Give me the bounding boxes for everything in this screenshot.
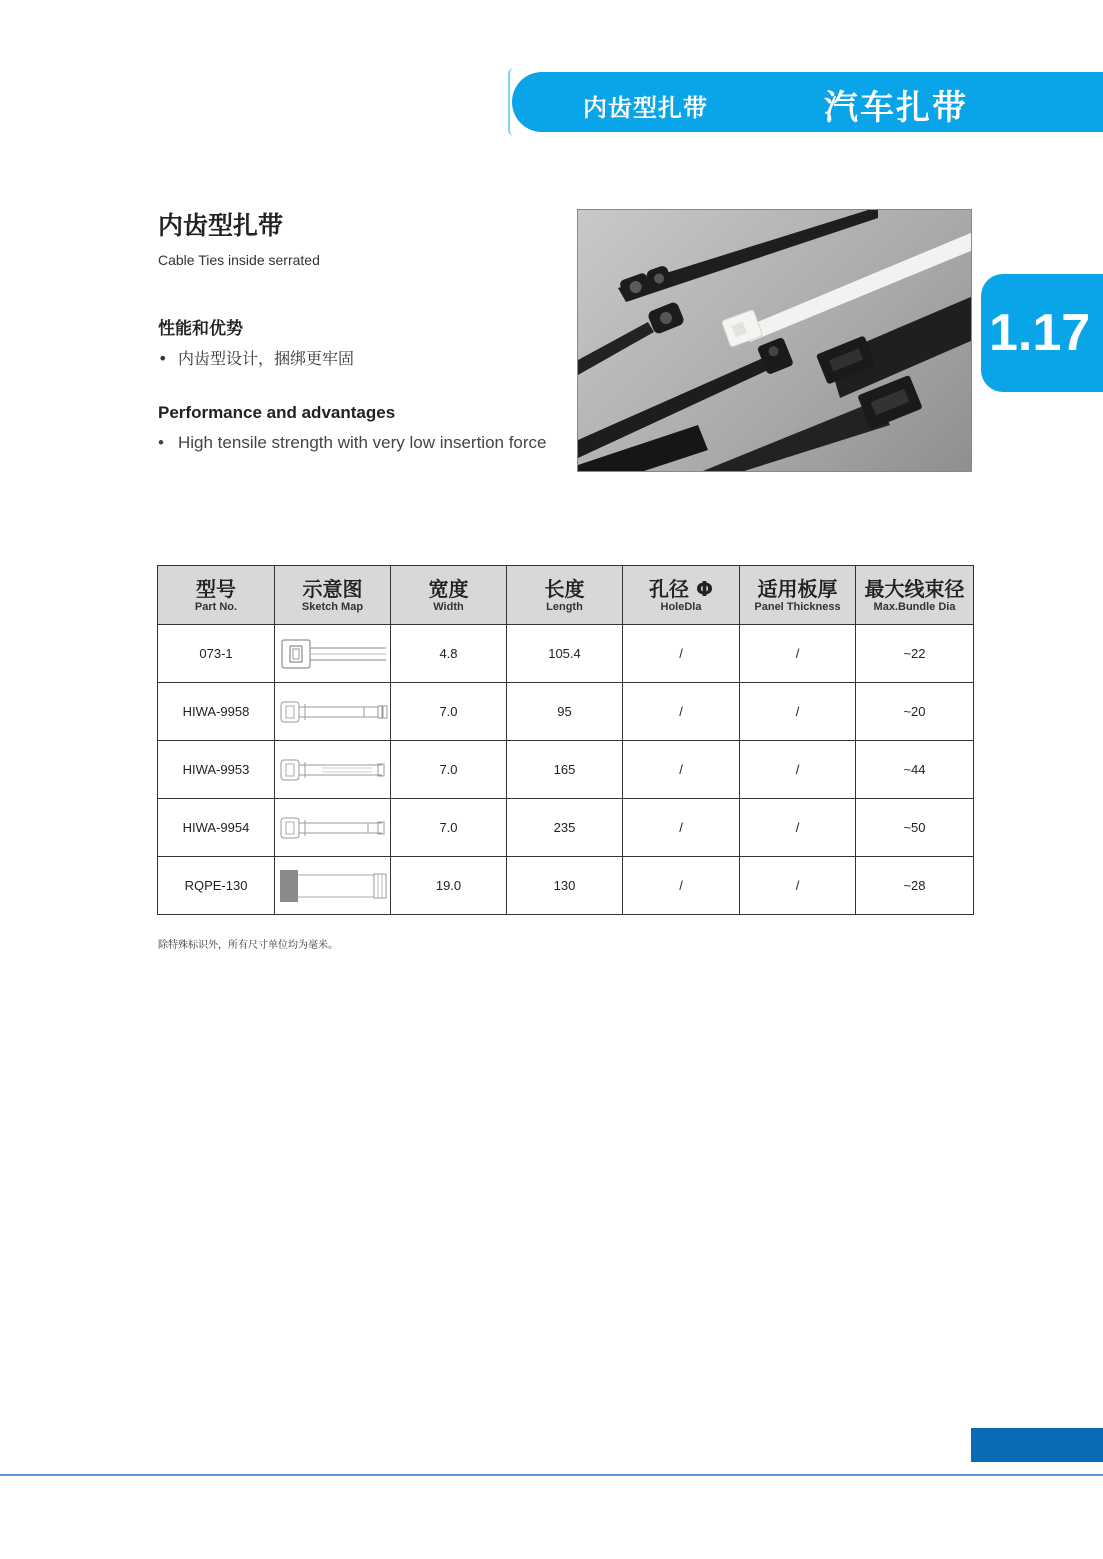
cell-width: 4.8	[391, 625, 507, 683]
table-row	[158, 683, 974, 741]
cell-sketch	[275, 741, 391, 799]
cell-panel-thickness: /	[740, 683, 856, 741]
cell-part-no: HIWA-9953	[158, 741, 275, 799]
table-row	[158, 741, 974, 799]
performance-item-en	[158, 433, 547, 453]
column-header-width: 宽度 Width	[391, 566, 507, 625]
cell-part-no: HIWA-9958	[158, 683, 275, 741]
cell-length: 165	[507, 741, 623, 799]
spec-table	[157, 565, 974, 915]
cell-hole-dia: /	[623, 625, 740, 683]
column-header-panel-thickness: 适用板厚 Panel Thickness	[740, 566, 856, 625]
product-title-en: Cable Ties inside serrated	[158, 252, 320, 268]
performance-heading-en: Performance and advantages	[158, 403, 396, 422]
cell-hole-dia: /	[623, 683, 740, 741]
header-subtitle: 内齿型扎带	[583, 94, 708, 122]
table-row	[158, 625, 974, 683]
units-note: 除特殊标识外，所有尺寸单位均为毫米。	[158, 940, 338, 951]
bullet: •	[158, 433, 164, 452]
sketch-hiwa-9958-icon	[278, 694, 388, 730]
performance-item-zh-text: 内齿型设计，捆绑更牢固	[178, 349, 355, 368]
cell-part-no: 073-1	[158, 625, 275, 683]
sketch-073-1-icon	[278, 636, 388, 672]
cell-max-bundle-dia: ~28	[856, 857, 974, 915]
cell-sketch	[275, 625, 391, 683]
table-row	[158, 857, 974, 915]
cell-max-bundle-dia: ~22	[856, 625, 974, 683]
footer-block	[971, 1428, 1103, 1462]
header-title: 汽车扎带	[824, 88, 968, 128]
cell-part-no: RQPE-130	[158, 857, 275, 915]
performance-item-en-text: High tensile strength with very low insertion force	[178, 433, 547, 452]
column-header-max-bundle-dia: 最大线束径 Max.Bundle Dia	[856, 566, 974, 625]
cell-panel-thickness: /	[740, 741, 856, 799]
sketch-rqpe-130-icon	[278, 868, 388, 904]
cell-hole-dia: /	[623, 799, 740, 857]
section-number-tab: 1.17	[981, 274, 1103, 392]
cell-max-bundle-dia: ~20	[856, 683, 974, 741]
performance-heading-zh: 性能和优势	[158, 319, 243, 339]
column-header-length: 长度 Length	[507, 566, 623, 625]
column-header-hole-dia: 孔径 Φ HoleDla	[623, 566, 740, 625]
cell-length: 235	[507, 799, 623, 857]
product-title-zh: 内齿型扎带	[158, 211, 284, 240]
cell-length: 130	[507, 857, 623, 915]
bullet: •	[158, 349, 168, 368]
cell-part-no: HIWA-9954	[158, 799, 275, 857]
cell-max-bundle-dia: ~44	[856, 741, 974, 799]
cell-sketch	[275, 857, 391, 915]
cell-length: 95	[507, 683, 623, 741]
table-header-row	[158, 566, 974, 625]
product-photo	[577, 209, 972, 472]
cell-width: 7.0	[391, 683, 507, 741]
cell-sketch	[275, 683, 391, 741]
cell-sketch	[275, 799, 391, 857]
cell-width: 19.0	[391, 857, 507, 915]
cell-width: 7.0	[391, 799, 507, 857]
cell-width: 7.0	[391, 741, 507, 799]
cell-panel-thickness: /	[740, 857, 856, 915]
cell-length: 105.4	[507, 625, 623, 683]
sketch-hiwa-9953-icon	[278, 752, 388, 788]
cable-ties-illustration	[578, 210, 972, 472]
cell-panel-thickness: /	[740, 799, 856, 857]
sketch-hiwa-9954-icon	[278, 810, 388, 846]
cell-max-bundle-dia: ~50	[856, 799, 974, 857]
table-row	[158, 799, 974, 857]
column-header-part-no: 型号 Part No.	[158, 566, 275, 625]
column-header-sketch-map: 示意图 Sketch Map	[275, 566, 391, 625]
cell-hole-dia: /	[623, 857, 740, 915]
cell-panel-thickness: /	[740, 625, 856, 683]
performance-item-zh	[158, 346, 354, 369]
footer-line	[0, 1474, 1103, 1476]
cell-hole-dia: /	[623, 741, 740, 799]
